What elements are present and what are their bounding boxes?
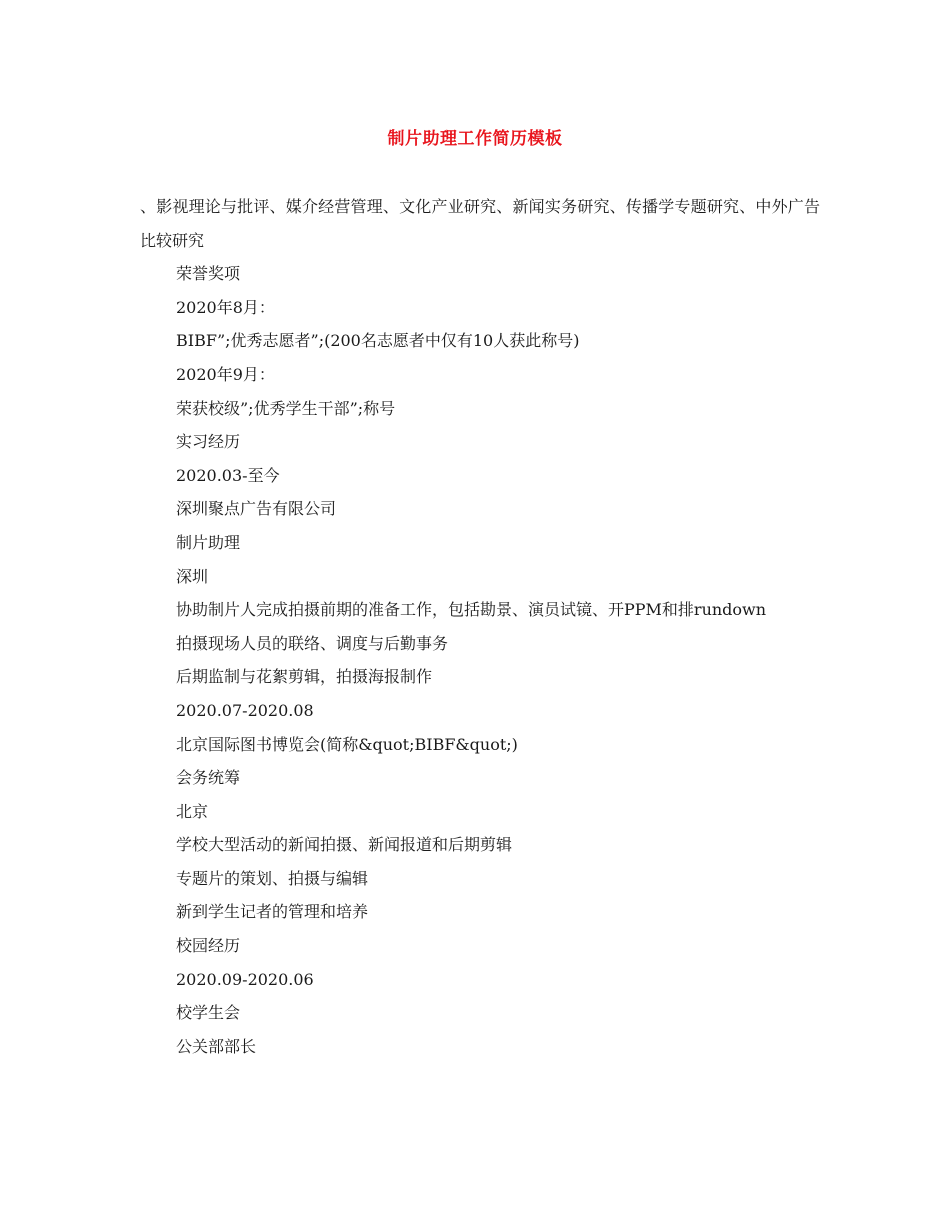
internship-duty: 拍摄现场人员的联络、调度与后勤事务	[176, 633, 449, 653]
intro-paragraph: 、影视理论与批评、媒介经营管理、文化产业研究、新闻实务研究、传播学专题研究、中外广告比较研究	[140, 197, 820, 250]
honor-text: BIBF”;优秀志愿者”;(200名志愿者中仅有10人获此称号)	[176, 331, 580, 351]
honor-text: 荣获校级”;优秀学生干部”;称号	[176, 398, 396, 418]
internship-duty: 后期监制与花絮剪辑，拍摄海报制作	[176, 667, 433, 687]
campus-heading: 校园经历	[176, 936, 241, 956]
internship-duty: 专题片的策划、拍摄与编辑	[176, 868, 369, 888]
internship-duty: 新到学生记者的管理和培养	[176, 902, 369, 922]
document-body	[140, 190, 820, 1063]
internship-role: 会务统筹	[176, 768, 241, 788]
honor-date: 2020年8月：	[176, 297, 275, 317]
campus-role: 公关部部长	[176, 1036, 257, 1056]
internship-duty: 协助制片人完成拍摄前期的准备工作，包括勘景、演员试镜、开PPM和排rundown	[176, 600, 767, 620]
honor-date: 2020年9月：	[176, 364, 275, 384]
internship-location: 深圳	[176, 566, 209, 586]
campus-period: 2020.09-2020.06	[176, 969, 314, 989]
internship-period: 2020.03-至今	[176, 465, 280, 485]
document-title: 制片助理工作简历模板	[387, 129, 563, 149]
internship-location: 北京	[176, 801, 209, 821]
campus-organization: 校学生会	[176, 1003, 241, 1023]
internship-period: 2020.07-2020.08	[176, 700, 314, 720]
internship-role: 制片助理	[176, 532, 241, 552]
internship-company: 深圳聚点广告有限公司	[176, 499, 337, 519]
honors-heading: 荣誉奖项	[176, 264, 241, 284]
internship-duty: 学校大型活动的新闻拍摄、新闻报道和后期剪辑	[176, 835, 513, 855]
internship-company: 北京国际图书博览会(简称&quot;BIBF&quot;)	[176, 734, 518, 754]
internships-heading: 实习经历	[176, 432, 241, 452]
